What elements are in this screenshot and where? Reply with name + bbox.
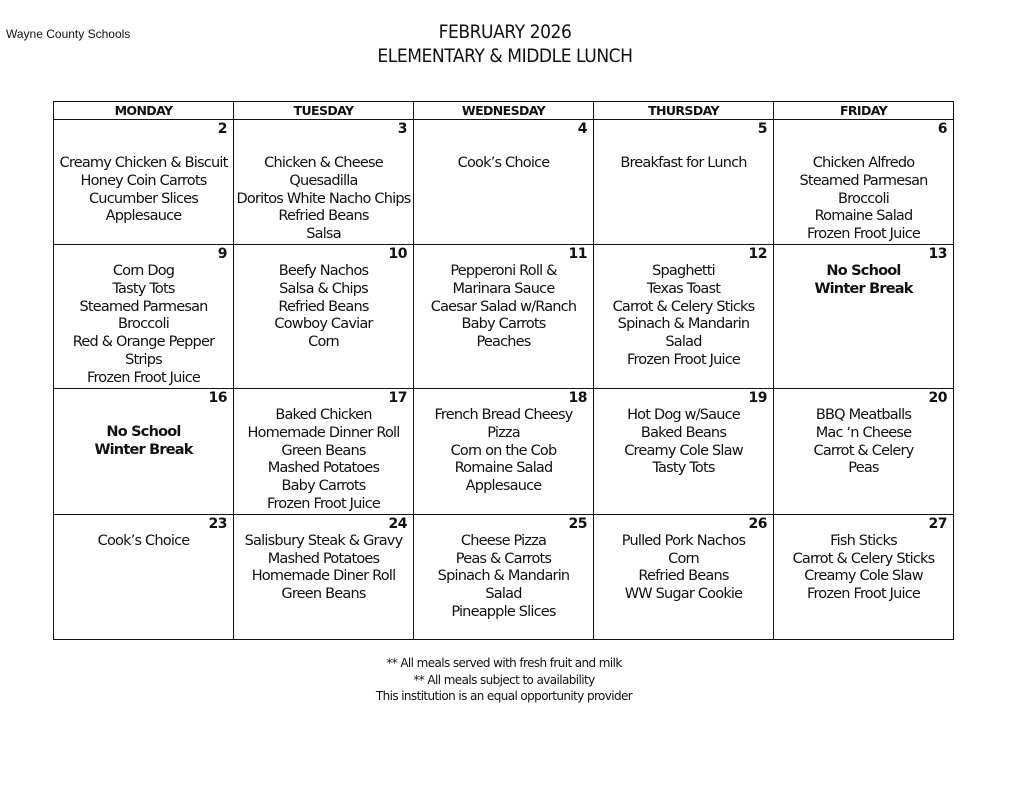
menu-item: Homemade Dinner Roll: [247, 424, 400, 441]
menu-item: Applesauce: [105, 208, 182, 225]
menu-item: Frozen Froot Juice: [626, 351, 741, 368]
menu-item-list: [54, 155, 233, 226]
menu-item: Homemade Diner Roll: [251, 568, 396, 585]
menu-item: Creamy Cole Slaw: [804, 568, 923, 585]
weekday-header: WEDNESDAY: [414, 102, 594, 120]
menu-item: Corn: [668, 550, 699, 567]
menu-item: Spaghetti: [652, 263, 715, 279]
page-title-month: FEBRUARY 2026: [438, 21, 572, 43]
menu-item: Doritos White Nacho Chips: [236, 190, 411, 207]
day-cell: [594, 245, 774, 389]
menu-item: Salsa & Chips: [279, 280, 368, 297]
menu-item-list: [54, 424, 233, 460]
menu-item: Marinara Sauce: [452, 280, 555, 297]
menu-item: Corn on the Cob: [450, 442, 557, 459]
menu-item: Refried Beans: [638, 568, 729, 585]
day-number: 20: [928, 390, 947, 406]
menu-item: Peas & Carrots: [455, 550, 552, 567]
day-number: 27: [928, 515, 947, 532]
menu-item: Pizza: [487, 424, 520, 441]
menu-item-list: [414, 533, 593, 622]
day-cell: [774, 389, 954, 515]
day-number: 12: [748, 246, 767, 262]
weekday-header: FRIDAY: [774, 102, 954, 120]
day-number: 16: [208, 390, 227, 406]
menu-item: Applesauce: [465, 478, 542, 495]
menu-item: Breakfast for Lunch: [620, 155, 747, 171]
day-number: 24: [388, 515, 407, 532]
menu-item: Salad: [485, 586, 522, 603]
day-cell: [54, 245, 234, 389]
footer-note-availability: ** All meals subject to availability: [413, 673, 595, 687]
weekday-header: THURSDAY: [594, 102, 774, 120]
menu-item: Frozen Froot Juice: [266, 495, 381, 512]
menu-item: Carrot & Celery Sticks: [792, 550, 935, 567]
menu-item: Refried Beans: [278, 298, 369, 315]
menu-item: Frozen Froot Juice: [86, 369, 201, 386]
menu-item: Green Beans: [281, 442, 366, 459]
menu-item: Tasty Tots: [112, 280, 175, 297]
day-number: 9: [217, 246, 227, 262]
lunch-calendar: [53, 101, 954, 640]
menu-item-list: [594, 263, 773, 370]
menu-item-list: [774, 533, 953, 604]
day-cell: [234, 120, 414, 245]
day-number: 6: [937, 121, 947, 137]
footer-note-fruit-milk: ** All meals served with fresh fruit and milk: [386, 656, 622, 670]
day-number: 10: [388, 246, 407, 262]
menu-item: Mashed Potatoes: [267, 460, 380, 477]
menu-item: Pepperoni Roll &: [450, 263, 557, 279]
menu-item: Spinach & Mandarin: [617, 316, 750, 333]
menu-item: Cook’s Choice: [457, 155, 550, 171]
no-school-notice: Winter Break: [814, 280, 913, 297]
menu-item-list: [774, 407, 953, 478]
day-number: 11: [568, 246, 587, 262]
menu-item: Mashed Potatoes: [267, 550, 380, 567]
menu-item: French Bread Cheesy: [434, 407, 573, 423]
menu-item-list: [774, 155, 953, 244]
day-cell: [774, 514, 954, 639]
no-school-notice: Winter Break: [94, 441, 193, 458]
weekday-header: MONDAY: [54, 102, 234, 120]
day-number: 2: [217, 121, 227, 137]
menu-item: Strips: [125, 351, 162, 368]
day-cell: [414, 245, 594, 389]
day-cell: [54, 389, 234, 515]
day-cell: [234, 389, 414, 515]
menu-item: Peaches: [476, 334, 531, 351]
menu-item: Cowboy Caviar: [274, 316, 373, 333]
menu-item: Baked Beans: [640, 424, 727, 441]
day-cell: [414, 120, 594, 245]
menu-item-list: [234, 263, 413, 352]
menu-item: Baby Carrots: [461, 316, 546, 333]
day-number: 13: [928, 246, 947, 262]
menu-item: Baby Carrots: [281, 478, 366, 495]
no-school-notice: No School: [106, 424, 181, 440]
day-cell: [774, 120, 954, 245]
menu-item: Texas Toast: [646, 280, 721, 297]
day-cell: [54, 514, 234, 639]
menu-item: Baked Chicken: [275, 407, 372, 423]
menu-item-list: [54, 263, 233, 388]
menu-item: Romaine Salad: [814, 208, 913, 225]
menu-item-list: [234, 533, 413, 604]
week-row: [54, 120, 954, 245]
menu-item: Salad: [665, 334, 702, 351]
day-number: 25: [568, 515, 587, 532]
menu-item-list: [774, 263, 953, 299]
menu-item: Frozen Froot Juice: [806, 226, 921, 243]
menu-item-list: [54, 533, 233, 551]
menu-item: Red & Orange Pepper: [72, 334, 215, 351]
day-cell: [414, 389, 594, 515]
menu-item: BBQ Meatballs: [815, 407, 912, 423]
day-number: 17: [388, 390, 407, 406]
menu-item: Carrot & Celery: [813, 442, 914, 459]
menu-item: Pulled Pork Nachos: [621, 532, 746, 549]
weekday-header-row: [54, 102, 954, 120]
day-number: 23: [208, 515, 227, 532]
menu-item-list: [414, 407, 593, 496]
day-number: 19: [748, 390, 767, 406]
menu-item: Broccoli: [838, 190, 889, 207]
menu-item: Green Beans: [281, 586, 366, 603]
menu-item: Corn: [308, 334, 339, 351]
menu-item: Chicken Alfredo: [812, 155, 915, 171]
menu-item: Broccoli: [118, 316, 169, 333]
day-number: 4: [577, 121, 587, 137]
menu-item: Tasty Tots: [652, 460, 715, 477]
menu-item: Honey Coin Carrots: [80, 172, 207, 189]
menu-item: WW Sugar Cookie: [624, 586, 743, 603]
weekday-header: TUESDAY: [234, 102, 414, 120]
menu-item: Fish Sticks: [830, 532, 897, 549]
menu-item: Quesadilla: [289, 172, 358, 189]
day-cell: [594, 120, 774, 245]
day-cell: [774, 245, 954, 389]
menu-item-list: [594, 407, 773, 478]
menu-item: Peas: [848, 460, 879, 477]
menu-item-list: [234, 407, 413, 514]
menu-item: Cook’s Choice: [97, 532, 190, 549]
menu-item: Mac ‘n Cheese: [815, 424, 912, 441]
week-row: [54, 389, 954, 515]
menu-item: Salisbury Steak & Gravy: [244, 532, 403, 549]
day-number: 5: [757, 121, 767, 137]
week-row: [54, 514, 954, 639]
day-cell: [594, 514, 774, 639]
menu-item-list: [234, 155, 413, 244]
menu-item: Romaine Salad: [454, 460, 553, 477]
no-school-notice: No School: [826, 263, 901, 279]
menu-item: Steamed Parmesan: [79, 298, 208, 315]
week-row: [54, 245, 954, 389]
district-name: Wayne County Schools: [6, 27, 131, 41]
menu-item: Spinach & Mandarin: [437, 568, 570, 585]
menu-item: Refried Beans: [278, 208, 369, 225]
menu-item: Salsa: [306, 226, 341, 243]
menu-item: Creamy Chicken & Biscuit: [59, 155, 228, 171]
menu-item: Chicken & Cheese: [264, 155, 383, 171]
day-cell: [594, 389, 774, 515]
menu-item: Carrot & Celery Sticks: [612, 298, 755, 315]
menu-item-list: [594, 533, 773, 604]
day-number: 18: [568, 390, 587, 406]
menu-item: Corn Dog: [112, 263, 175, 279]
menu-item: Cheese Pizza: [460, 532, 547, 549]
menu-item: Beefy Nachos: [278, 263, 369, 279]
day-number: 26: [748, 515, 767, 532]
day-number: 3: [397, 121, 407, 137]
day-cell: [234, 245, 414, 389]
day-cell: [54, 120, 234, 245]
menu-item: Hot Dog w/Sauce: [627, 407, 740, 423]
menu-item: Steamed Parmesan: [799, 172, 928, 189]
footer-note-equal-opportunity: This institution is an equal opportunity provider: [375, 689, 633, 703]
menu-item: Cucumber Slices: [88, 190, 198, 207]
page-title-menu: ELEMENTARY & MIDDLE LUNCH: [377, 45, 633, 67]
menu-item-list: [414, 155, 593, 173]
menu-item: Pineapple Slices: [451, 603, 556, 620]
day-cell: [414, 514, 594, 639]
menu-item-list: [414, 263, 593, 352]
menu-item: Creamy Cole Slaw: [624, 442, 743, 459]
menu-item-list: [594, 155, 773, 173]
menu-item: Caesar Salad w/Ranch: [430, 298, 577, 315]
menu-item: Frozen Froot Juice: [806, 586, 921, 603]
day-cell: [234, 514, 414, 639]
